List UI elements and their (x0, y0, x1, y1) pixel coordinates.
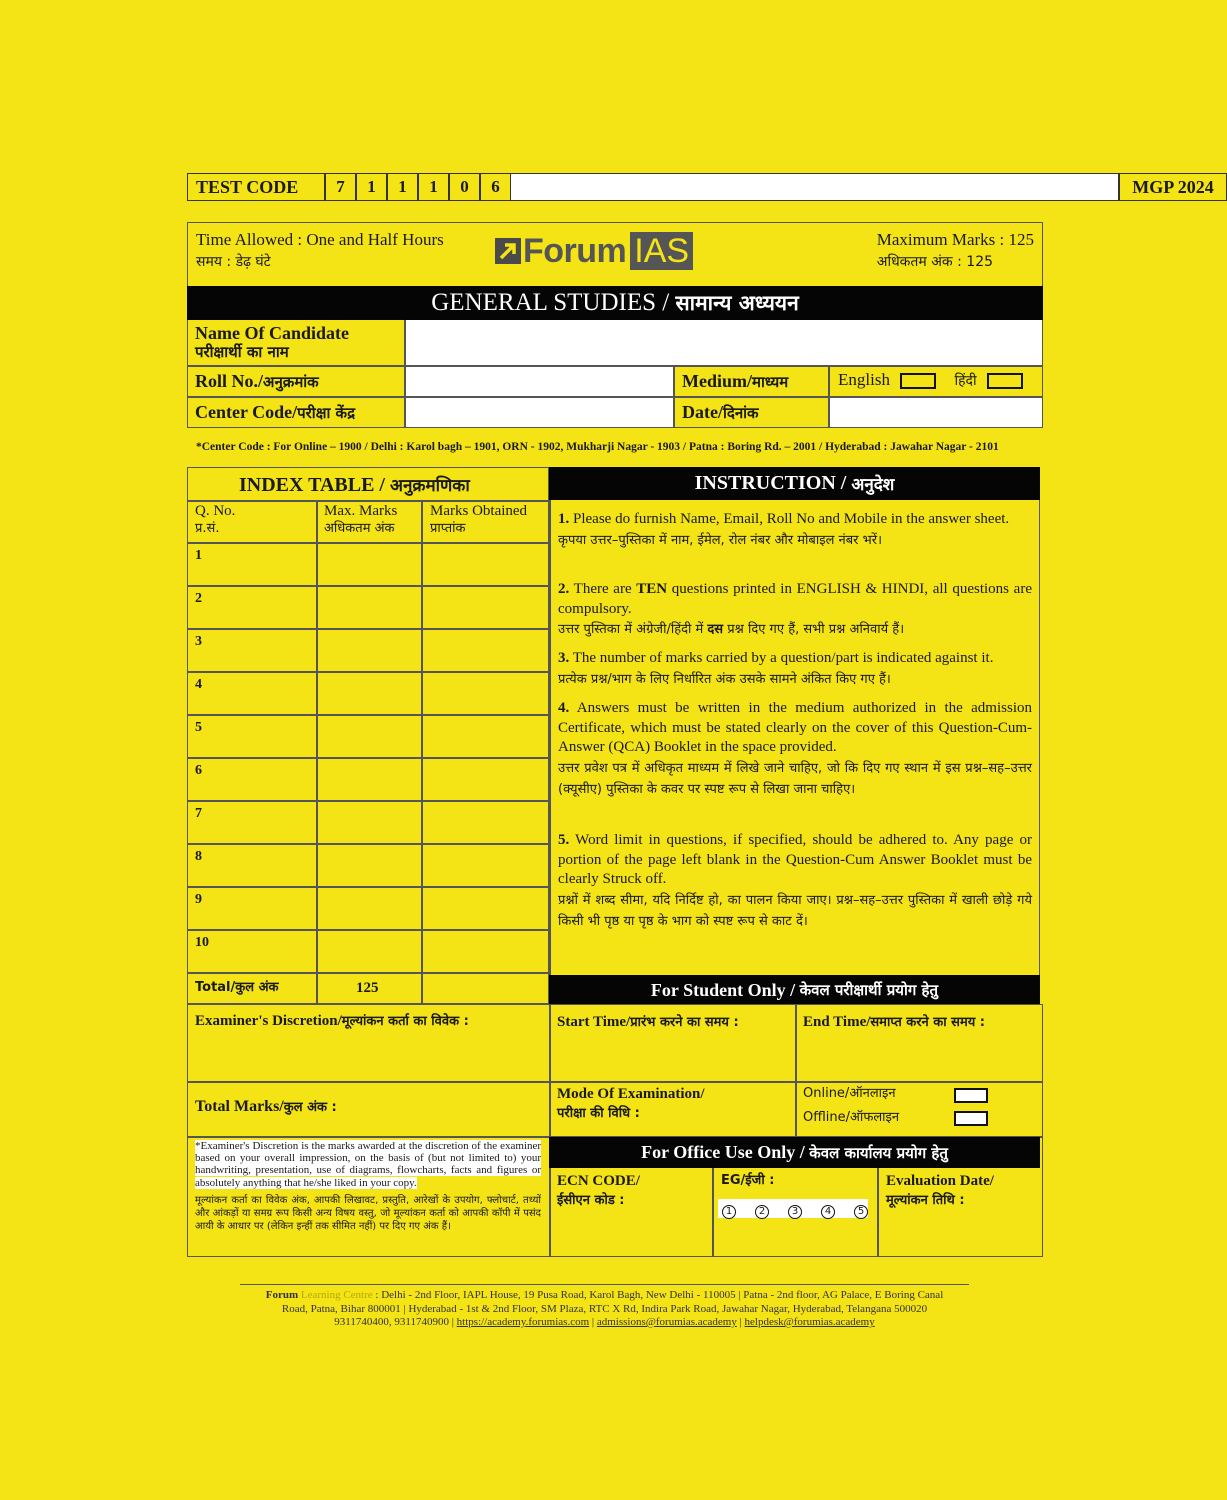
divider (673, 365, 675, 428)
col-marks-obtained-hi: प्राप्तांक (430, 521, 466, 536)
maximum-marks (877, 229, 1034, 273)
medium-en: Medium/ (682, 371, 752, 391)
instruction-hi: कृपया उत्तर–पुस्तिका में नाम, ईमेल, रोल नंबर और मोबाइल नंबर भरें। (558, 532, 882, 548)
date-label (682, 403, 759, 423)
roll-no-hi: अनुक्रमांक (263, 373, 319, 391)
index-total-value: 125 (356, 980, 379, 996)
col-marks-obtained-en: Marks Obtained (430, 503, 528, 519)
maximum-marks-hi: अधिकतम अंक : 125 (876, 254, 994, 270)
divider (187, 671, 549, 673)
instruction-body (549, 500, 1040, 975)
student-only-title-hi: केवल परीक्षार्थी प्रयोग हेतु (799, 981, 939, 999)
office-only-title-en: For Office Use Only / (641, 1142, 810, 1162)
eg-option-circle[interactable]: 3 (788, 1205, 802, 1219)
offline-checkbox[interactable] (954, 1111, 988, 1126)
index-row-qno: 2 (195, 591, 202, 606)
evaluation-date-hi: मूल्यांकन तिथि : (886, 1193, 965, 1208)
index-row-qno: 5 (195, 720, 202, 735)
footer-brand-suffix: Learning Centre (298, 1289, 373, 1301)
col-marks-obtained (430, 503, 527, 537)
time-allowed-hi: समय : डेढ़ घंटे (196, 254, 271, 270)
index-row-qno: 6 (195, 763, 202, 778)
offline-option-label: Offline/ऑफलाइन (803, 1110, 900, 1125)
divider (187, 886, 549, 888)
examiner-note-hi: मूल्यांकन कर्ता का विवेक अंक, आपकी लिखावट, प्रस्तुति, आरेखों के उपयोग, फ्लोचार्ट, तथ्यों और आंकड़ों या समग्र रूप किसी अन्य विषय वस्तु, जो मूल्यांकन कर्ता को आपकी कॉपी में पसंद आयी के आधार पर (लेकिन इन्हीं तक सीमित नहीं) पर दिए गए अंक हैं। (195, 1194, 541, 1232)
test-code-label: TEST CODE (187, 173, 325, 201)
instruction-en: Word limit in questions, if specified, should be adhered to. Any page or portion of the page left blank in the Question-Cum Answer Booklet must be clearly Struck off. (558, 832, 1033, 887)
center-code-en: Center Code/ (195, 402, 298, 422)
divider (187, 714, 549, 716)
instruction-hi: प्रश्नों में शब्द सीमा, यदि निर्दिष्ट हो, का पालन किया जाए। प्रश्न–सह–उत्तर पुस्तिका में खाली छोड़े गये किसी भी पृष्ठ या पृष्ठ के भाग को स्पष्ट रूप से काट दें। (558, 892, 1032, 929)
index-row-qno: 9 (195, 892, 202, 907)
index-row-qno: 1 (195, 548, 202, 563)
eg-option-circle[interactable]: 4 (821, 1205, 835, 1219)
ecn-code-hi: ईसीएन कोड : (557, 1193, 625, 1208)
series-label: MGP 2024 (1119, 173, 1227, 201)
index-row-qno: 3 (195, 634, 202, 649)
col-q-no (195, 503, 235, 537)
start-time-label (557, 1012, 739, 1033)
footer-website-link[interactable]: https://academy.forumias.com (456, 1316, 590, 1328)
eg-option-circle[interactable]: 1 (722, 1205, 736, 1219)
examiner-note-en: *Examiner's Discretion is the marks awarded at the discretion of the examiner based on your overall impression, on the basis of (but not limited to) your handwriting, presentation, use of diagrams, flowcharts, facts and figures or absolutely anything that he/she liked in your copy. (195, 1140, 541, 1189)
test-code-digit: 0 (449, 173, 480, 201)
logo-word: Forum (523, 231, 627, 270)
divider (187, 1136, 549, 1138)
instruction-en: There are (573, 581, 637, 597)
test-code-bar (187, 173, 1214, 201)
test-code-digit: 6 (480, 173, 511, 201)
evaluation-date-label (886, 1171, 994, 1211)
instruction-en-bold: TEN (636, 581, 668, 597)
index-total-label: Total/कुल अंक (195, 980, 279, 995)
divider (187, 757, 549, 759)
total-marks-hi: कुल अंक : (283, 1100, 337, 1115)
subject-title-en: GENERAL STUDIES / (431, 289, 676, 316)
instruction-num: 1. (558, 511, 570, 527)
divider (187, 365, 1043, 367)
eg-option-circle[interactable]: 2 (755, 1205, 769, 1219)
footer-admissions-email[interactable]: admissions@forumias.academy (596, 1316, 737, 1328)
time-allowed (196, 229, 444, 273)
time-allowed-en: Time Allowed : One and Half Hours (196, 230, 444, 249)
index-row-qno: 7 (195, 806, 202, 821)
instruction-hi-bold: दस (707, 622, 724, 637)
online-option-label: Online/ऑनलाइन (803, 1086, 896, 1101)
index-table-title-hi: अनुक्रमणिका (389, 476, 470, 496)
test-code-digit: 1 (418, 173, 449, 201)
candidate-name-label (195, 324, 349, 362)
instruction-en: The number of marks carried by a question/part is indicated against it. (572, 650, 994, 666)
instruction-en: questions printed in ENGLISH & HINDI, all questions are compulsory. (558, 581, 1032, 617)
divider (187, 800, 549, 802)
eg-label: EG/ईजी : (721, 1173, 775, 1188)
index-row-qno: 10 (195, 935, 209, 950)
medium-english-label: English (838, 370, 890, 389)
footer-contacts: 9311740400, 9311740900 | https://academy.forumias.com | admissions@forumias.academy | helpdesk@forumias.academy (334, 1316, 875, 1328)
start-time-en: Start Time/ (557, 1014, 631, 1030)
student-only-title (549, 975, 1040, 1005)
instruction-hi: प्रत्येक प्रश्न/भाग के लिए निर्धारित अंक उसके सामने अंकित किए गए हैं। (558, 671, 891, 687)
date-field[interactable] (830, 397, 1042, 427)
footer-address-line-2: Road, Patna, Bihar 800001 | Hyderabad - 1st & 2nd Floor, SM Plaza, RTC X Rd, Indira Park Road, Jawahar Nagar, Hyderabad, Telangana 500020 (281, 1302, 928, 1315)
col-max-marks-en: Max. Marks (324, 503, 398, 519)
start-time-hi: प्रारंभ करने का समय : (630, 1015, 739, 1030)
footer (240, 1284, 969, 1330)
instruction-item (558, 510, 1032, 551)
footer-phones: 9311740400, 9311740900 (334, 1316, 449, 1328)
eg-options (718, 1199, 868, 1218)
index-table (187, 467, 549, 1004)
mode-of-exam-label (557, 1084, 705, 1124)
index-table-title-en: INDEX TABLE / (239, 474, 390, 496)
divider (877, 1168, 879, 1257)
index-row-qno: 8 (195, 849, 202, 864)
subject-title (187, 286, 1043, 320)
evaluation-date-en: Evaluation Date/ (886, 1173, 994, 1189)
index-row-qno: 4 (195, 677, 202, 692)
footer-helpdesk-email[interactable]: helpdesk@forumias.academy (744, 1316, 875, 1328)
instruction-title-en: INSTRUCTION / (694, 472, 852, 494)
footer-address-line-1 (240, 1289, 969, 1303)
examiner-discretion-en: Examiner's Discretion/ (195, 1013, 342, 1029)
divider (712, 1168, 714, 1257)
divider (187, 500, 549, 502)
mode-of-exam-hi: परीक्षा की विधि : (557, 1106, 640, 1121)
date-hi: दिनांक (722, 404, 759, 422)
col-q-no-en: Q. No. (195, 503, 236, 519)
instruction-title-hi: अनुदेश (851, 475, 895, 495)
instruction-item (558, 580, 1032, 640)
mode-of-exam-en: Mode Of Examination/ (557, 1086, 705, 1102)
roll-no-en: Roll No./ (195, 371, 264, 391)
medium-english-checkbox[interactable] (900, 373, 936, 389)
exam-mode-options (803, 1082, 899, 1130)
instruction-num: 5. (558, 832, 570, 848)
test-code-digit: 1 (356, 173, 387, 201)
test-code-blank-field[interactable] (511, 173, 1119, 201)
footer-line-1: : Delhi - 2nd Floor, IAPL House, 19 Pusa Road, Karol Bagh, New Delhi - 110005 | Patna - 2nd floor, AG Palace, E Boring Canal (372, 1289, 944, 1301)
online-checkbox[interactable] (954, 1088, 988, 1103)
student-only-title-en: For Student Only / (650, 979, 800, 1000)
end-time-hi: समाप्त करने का समय : (870, 1015, 986, 1030)
col-max-marks (324, 503, 397, 537)
header-box (187, 222, 1043, 286)
instruction-en: Answers must be written in the medium authorized in the admission Certificate, which must be stated clearly on the cover of this Question-Cum-Answer (QCA) Booklet in the space provided. (558, 700, 1032, 755)
divider (187, 972, 549, 974)
center-code-note: *Center Code : For Online – 1900 / Delhi : Karol bagh – 1901, ORN - 1902, Mukharji Nagar - 1903 / Patna : Boring Rd. – 2001 / Hyderabad : Jawahar Nagar - 2101 (196, 441, 999, 453)
col-max-marks-hi: अधिकतम अंक (324, 521, 395, 536)
divider (187, 843, 549, 845)
maximum-marks-en: Maximum Marks : 125 (876, 230, 1034, 249)
index-table-title (239, 473, 470, 497)
center-code-field[interactable] (405, 397, 673, 427)
divider (187, 396, 1043, 398)
total-marks-en: Total Marks/ (195, 1098, 284, 1115)
medium-options (838, 370, 1023, 390)
total-marks-label (195, 1097, 337, 1118)
date-en: Date/ (682, 402, 723, 422)
logo-ias: IAS (630, 232, 693, 270)
divider (187, 628, 549, 630)
candidate-name-en: Name Of Candidate (195, 323, 349, 343)
end-time-label (803, 1012, 985, 1033)
medium-hi: माध्यम (752, 373, 789, 391)
center-code-label (195, 403, 355, 423)
instruction-hi-part: प्रश्न दिए गए हैं, सभी प्रश्न अनिवार्य हैं। (723, 622, 905, 637)
divider (187, 1081, 1043, 1083)
instruction-hi: उत्तर प्रवेश पत्र में अधिकृत माध्यम में लिखे जाने चाहिए, जो कि दिए गए स्थान में इस प्रश्न–सह–उत्तर (क्यूसीए) पुस्तिका के कवर पर स्पष्ट रूप से लिखा जाना चाहिए। (558, 760, 1032, 797)
instruction-item (558, 699, 1032, 800)
eg-option-circle[interactable]: 5 (854, 1205, 868, 1219)
examiner-discretion-note (195, 1140, 541, 1233)
instruction-hi (558, 619, 1032, 640)
divider (187, 929, 549, 931)
divider (795, 1005, 797, 1136)
divider (828, 365, 830, 428)
instruction-title (549, 467, 1040, 500)
arrow-icon (495, 238, 521, 264)
examiner-discretion-hi: मूल्यांकन कर्ता का विवेक : (341, 1014, 469, 1029)
examiner-discretion-label (195, 1011, 469, 1032)
subject-title-hi: सामान्य अध्ययन (675, 291, 799, 315)
test-code-digit: 7 (325, 173, 356, 201)
instruction-num: 3. (558, 650, 570, 666)
roll-no-label (195, 372, 319, 392)
center-code-hi: परीक्षा केंद्र (297, 404, 356, 422)
footer-brand: Forum (265, 1289, 299, 1301)
instruction-en: Please do furnish Name, Email, Roll No and Mobile in the answer sheet. (573, 511, 1010, 527)
office-only-title (549, 1137, 1040, 1168)
medium-hindi-label: हिंदी (954, 373, 977, 389)
divider (187, 585, 549, 587)
col-q-no-hi: प्र.सं. (195, 521, 220, 536)
medium-hindi-checkbox[interactable] (987, 373, 1023, 389)
ecn-code-label (557, 1171, 640, 1211)
end-time-en: End Time/ (803, 1014, 871, 1030)
instruction-item (558, 831, 1032, 932)
instruction-item (558, 649, 1032, 690)
test-code-digit: 1 (387, 173, 418, 201)
candidate-name-hi: परीक्षार्थी का नाम (195, 343, 289, 361)
divider (404, 320, 406, 428)
instruction-hi-part: उत्तर पुस्तिका में अंग्रेजी/हिंदी में (558, 622, 708, 637)
medium-label (682, 372, 788, 392)
ecn-code-en: ECN CODE/ (557, 1173, 640, 1189)
candidate-name-field[interactable] (405, 320, 1042, 365)
instruction-num: 2. (558, 581, 570, 597)
roll-no-field[interactable] (405, 366, 673, 396)
forumias-logo (495, 231, 721, 271)
instruction-num: 4. (558, 700, 570, 716)
divider (187, 542, 549, 544)
office-only-title-hi: केवल कार्यालय प्रयोग हेतु (809, 1143, 948, 1162)
